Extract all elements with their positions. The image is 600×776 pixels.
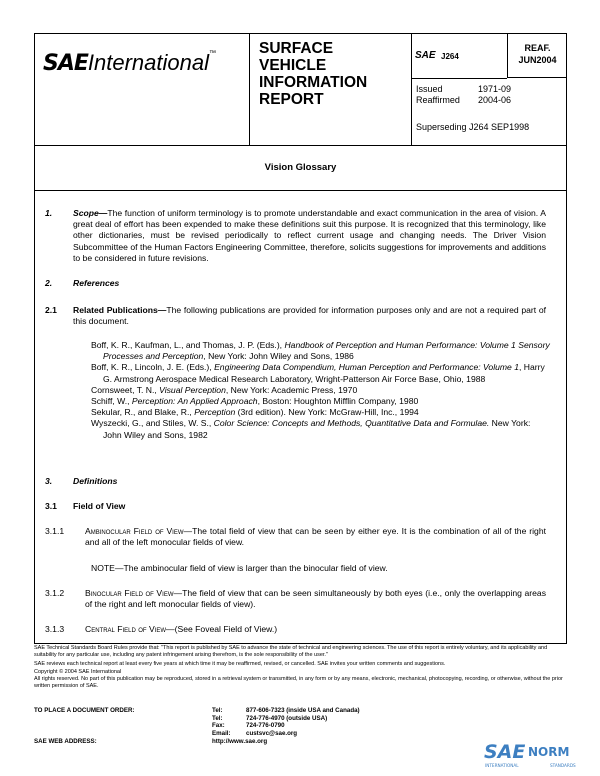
doc-number-box — [412, 34, 507, 79]
report-type-line: INFORMATION — [259, 74, 368, 91]
section-number: 3.1 — [45, 501, 57, 511]
norm-word-text: NORM — [528, 745, 570, 759]
footer-review: SAE reviews each technical report at least every five years at which time it may be reaffirmed, revised, or cancelled. SAE invites your written comments and suggestions. — [34, 660, 446, 667]
logo-tm: ™ — [209, 50, 216, 57]
header-divider — [249, 34, 250, 145]
reference-publisher: New York: John Wiley and Sons, 1982 — [103, 418, 531, 440]
section-number: 2.1 — [45, 305, 57, 315]
reference-title: Perception: An Applied Approach — [131, 396, 258, 407]
web-label: SAE WEB ADDRESS: — [34, 738, 97, 745]
reference-authors: Sekular, R., and Blake, R., — [91, 407, 195, 418]
logo-international: International — [87, 50, 209, 75]
reference-list — [91, 340, 551, 441]
footer-copyright: Copyright © 2004 SAE International — [34, 669, 122, 676]
reference-publisher: , Harry G. Armstrong Aerospace Medical Research Laboratory, Wright-Patterson Air Force Base, Ohio, 1988 — [103, 362, 545, 384]
email-value[interactable]: custsvc@sae.org — [246, 729, 298, 737]
superseding: Superseding J264 SEP1998 — [416, 122, 530, 132]
definition-text — [85, 588, 546, 610]
reference-item — [91, 340, 551, 362]
issued-label: Issued — [416, 84, 443, 94]
norm-sub-left: INTERNATIONAL — [485, 763, 519, 768]
issue-info — [416, 84, 511, 106]
reference-publisher: , New York: John Wiley and Sons, 1986 — [203, 351, 354, 362]
fax-label: Fax: — [212, 722, 225, 729]
section-number: 3. — [45, 476, 53, 486]
footer-legal — [34, 645, 567, 692]
definition-term: Binocular Field of View — [85, 588, 174, 598]
report-type-line: REPORT — [259, 91, 324, 108]
reference-title: Handbook of Perception and Human Performance: Volume 1 Sensory Processes and Perception — [103, 340, 550, 362]
reference-title: Color Science: Concepts and Methods, Quantitative Data and Formulae. — [213, 418, 490, 429]
footer-rules: SAE Technical Standards Board Rules provide that: "This report is published by SAE to advance the state of technical and engineering sciences. The use of this report is entirely voluntary, and its applicability and suitability for any particular use, including any patent infringement arising therefrom, is the sole responsibility of the user." — [34, 645, 548, 658]
definition-body: —(See Foveal Field of View.) — [166, 624, 278, 634]
norm-sub-right: STANDARDS — [550, 763, 576, 768]
reference-item — [91, 418, 551, 440]
definition-text — [85, 526, 546, 548]
tel1-value: 877-606-7323 (inside USA and Canada) — [246, 707, 360, 714]
section-heading: Related Publications— — [73, 305, 167, 315]
section-heading: Definitions — [73, 476, 118, 486]
reference-title: Visual Perception — [159, 384, 226, 395]
definition-body: —The total field of view that can be seen by either eye. It is the combination of all of the right and all of the left monocular fields of view. — [85, 526, 546, 548]
section-text — [73, 305, 546, 327]
web-value[interactable]: http://www.sae.org — [212, 738, 268, 745]
reference-publisher: , Boston: Houghton Mifflin Company, 1980 — [257, 396, 419, 407]
reference-item — [91, 396, 551, 407]
tel2-value: 724-776-4970 (outside USA) — [246, 714, 328, 722]
section-heading: Field of View — [73, 501, 126, 511]
section-heading: Scope— — [73, 208, 108, 218]
reference-item — [91, 407, 551, 418]
doc-prefix: SAE — [415, 50, 436, 61]
definition-number: 3.1.1 — [45, 526, 65, 536]
document-frame — [34, 33, 567, 644]
reference-title: Engineering Data Compendium, Human Perception and Performance: Volume 1 — [214, 362, 520, 373]
tel1-label: Tel: — [212, 707, 223, 714]
section-number: 2. — [45, 278, 53, 288]
reference-authors: Boff, K. R., Lincoln, J. E. (Eds.), — [91, 362, 215, 373]
footer-rights: All rights reserved. No part of this publication may be reproduced, stored in a retrieval system or transmitted, in any form or by any means, electronic, mechanical, photocopying, recording, or otherwise, without the prior written permission of SAE. — [34, 676, 563, 689]
reference-item — [91, 385, 551, 396]
tel2-label: Tel: — [212, 714, 223, 722]
reaffirmed-value: 2004-06 — [478, 95, 512, 105]
order-label: TO PLACE A DOCUMENT ORDER: — [34, 707, 135, 714]
definition-body: —The field of view that can be seen simultaneously by both eyes (i.e., only the overlapping areas of the right and left monocular fields of view). — [85, 588, 546, 610]
fax-value: 724-776-0790 — [246, 722, 285, 729]
sae-international-logo — [43, 50, 216, 76]
section-number: 1. — [45, 208, 53, 218]
section-body: The function of uniform terminology is to promote understandable and exact communication in the area of vision. A great deal of effort has been expended to make these definitions suit this purpose. It is recognized that this terminology, like other dictionaries, must be revised periodically to reflect current usage and changing needs. The Driver Vision Subcommittee of the Human Factors Engineering Committee, therefore, solicits suggestions for improvements and additions to be considered in future revisions. — [73, 208, 546, 263]
reference-authors: Cornsweet, T. N., — [91, 384, 160, 395]
report-type-line: VEHICLE — [259, 57, 327, 74]
definition-text — [85, 624, 546, 635]
definition-number: 3.1.2 — [45, 588, 65, 598]
norm-sae-text: SAE — [484, 741, 526, 763]
status-box — [507, 34, 567, 78]
report-type-line: SURFACE — [259, 40, 334, 57]
section-heading: References — [73, 278, 120, 288]
report-type — [259, 40, 409, 108]
section-body: The following publications are provided for information purposes only and are not a required part of this document. — [73, 305, 547, 327]
reaffirmed-label: Reaffirmed — [416, 95, 460, 105]
definition-term: Ambinocular Field of View — [85, 526, 184, 536]
logo-sae: SAE — [43, 51, 88, 76]
definition-term: Central Field of View — [85, 624, 167, 634]
header — [35, 34, 566, 146]
reference-authors: Boff, K. R., Kaufman, L., and Thomas, J. P. (Eds.), — [91, 340, 285, 350]
email-label: Email: — [212, 729, 231, 737]
reference-publisher: (3rd edition). New York: McGraw-Hill, Inc., 1994 — [235, 407, 419, 418]
reference-title: Perception — [194, 407, 236, 418]
reference-publisher: , New York: Academic Press, 1970 — [225, 384, 358, 395]
document-title: Vision Glossary — [35, 145, 566, 191]
status-line1: REAF. — [524, 43, 551, 53]
sae-norm-logo — [484, 738, 584, 770]
issued-value: 1971-09 — [478, 84, 512, 94]
status-line2: JUN2004 — [518, 55, 557, 65]
doc-number: J264 — [441, 52, 459, 61]
definition-note: NOTE—The ambinocular field of view is larger than the binocular field of view. — [91, 563, 388, 573]
reference-item — [91, 362, 551, 384]
section-text — [73, 208, 546, 264]
definition-number: 3.1.3 — [45, 624, 65, 634]
reference-authors: Wyszecki, G., and Stiles, W. S., — [91, 418, 214, 429]
reference-authors: Schiff, W., — [91, 396, 132, 407]
